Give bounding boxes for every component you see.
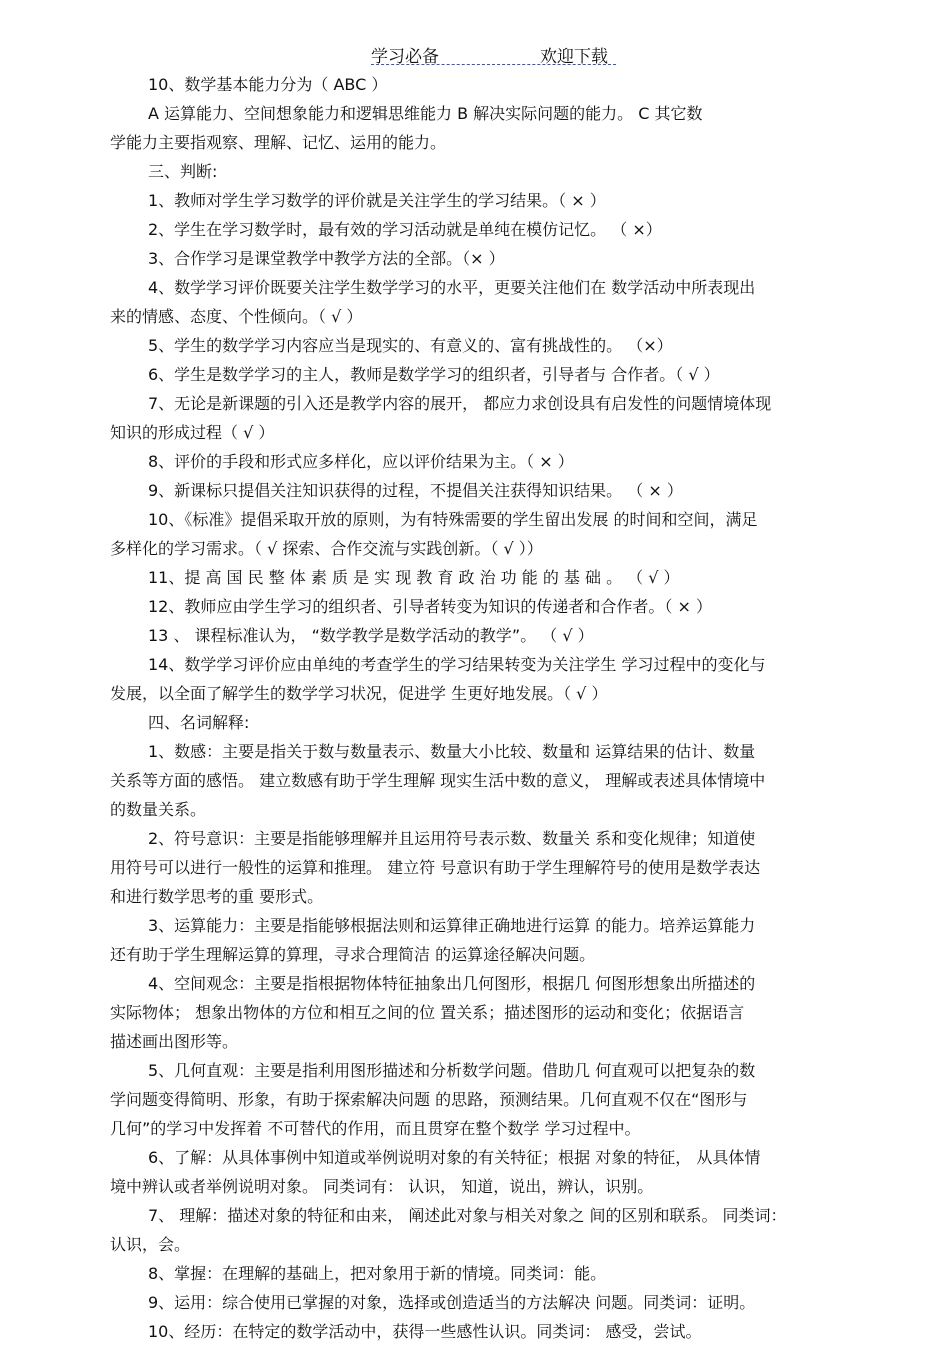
text-line: 三、判断: bbox=[148, 162, 218, 181]
text-line: 6、学生是数学学习的主人，教师是数学学习的组织者，引导者与 合作者。（ √ ） bbox=[148, 365, 720, 384]
text-line: 2、符号意识：主要是指能够理解并且运用符号表示数、数量关 系和变化规律；知道使 bbox=[148, 829, 756, 848]
text-line: 4、空间观念：主要是指根据物体特征抽象出几何图形，根据几 何图形想象出所描述的 bbox=[148, 974, 756, 993]
text-line: 关系等方面的感悟。 建立数感有助于学生理解 现实生活中数的意义， 理解或表述具体情境中 bbox=[110, 771, 766, 790]
text-line: 知识的形成过程（ √ ） bbox=[110, 423, 275, 442]
text-line: 10、《标准》提倡采取开放的原则，为有特殊需要的学生留出发展 的时间和空间，满足 bbox=[148, 510, 758, 529]
text-line: 学能力主要指观察、理解、记忆、运用的能力。 bbox=[110, 133, 447, 152]
text-line: 7、无论是新课题的引入还是教学内容的展开， 都应力求创设具有启发性的问题情境体现 bbox=[148, 394, 772, 413]
text-line: 还有助于学生理解运算的算理，寻求合理简洁 的运算途径解决问题。 bbox=[110, 945, 596, 964]
text-line: A 运算能力、空间想象能力和逻辑思维能力 B 解决实际问题的能力。 C 其它数 bbox=[148, 104, 703, 123]
text-line: 2、学生在学习数学时，最有效的学习活动就是单纯在模仿记忆。 （ ×） bbox=[148, 220, 662, 239]
text-line: 12、教师应由学生学习的组织者、引导者转变为知识的传递者和合作者。（ × ） bbox=[148, 597, 712, 616]
text-line: 描述画出图形等。 bbox=[110, 1032, 239, 1051]
text-line: 6、了解：从具体事例中知道或举例说明对象的有关特征；根据 对象的特征， 从具体情 bbox=[148, 1148, 761, 1167]
header-dashed-rule bbox=[371, 64, 616, 65]
text-line: 8、掌握：在理解的基础上，把对象用于新的情境。同类词：能。 bbox=[148, 1264, 607, 1283]
text-line: 7、 理解：描述对象的特征和由来， 阐述此对象与相关对象之 间的区别和联系。 同类词： bbox=[148, 1206, 787, 1225]
text-line: 3、合作学习是课堂教学中教学方法的全部。（× ） bbox=[148, 249, 505, 268]
text-line: 4、数学学习评价既要关注学生数学学习的水平，更要关注他们在 数学活动中所表现出 bbox=[148, 278, 756, 297]
text-line: 学问题变得简明、形象，有助于探索解决问题 的思路，预测结果。几何直观不仅在“图形与 bbox=[110, 1090, 748, 1109]
text-line: 实际物体； 想象出物体的方位和相互之间的位 置关系；描述图形的运动和变化；依据语言 bbox=[110, 1003, 745, 1022]
header-left-text: 学习必备 bbox=[371, 47, 439, 67]
page-header bbox=[0, 40, 950, 66]
text-line: 9、新课标只提倡关注知识获得的过程，不提倡关注获得知识结果。 （ × ） bbox=[148, 481, 683, 500]
text-line: 13 、 课程标准认为， “数学教学是数学活动的教学”。 （ √ ） bbox=[148, 626, 594, 645]
text-line: 发展，以全面了解学生的数学学习状况，促进学 生更好地发展。（ √ ） bbox=[110, 684, 608, 703]
header-right-text: 欢迎下载 bbox=[540, 47, 608, 67]
text-line: 9、运用：综合使用已掌握的对象，选择或创造适当的方法解决 问题。同类词：证明。 bbox=[148, 1293, 756, 1312]
document-body bbox=[110, 70, 878, 1346]
text-line: 来的情感、态度、个性倾向。（ √ ） bbox=[110, 307, 363, 326]
text-line: 5、学生的数学学习内容应当是现实的、有意义的、富有挑战性的。 （×） bbox=[148, 336, 673, 355]
text-line: 8、评价的手段和形式应多样化，应以评价结果为主。（ × ） bbox=[148, 452, 574, 471]
text-line: 的数量关系。 bbox=[110, 800, 207, 819]
text-line: 和进行数学思考的重 要形式。 bbox=[110, 887, 324, 906]
text-line: 境中辨认或者举例说明对象。 同类词有： 认识， 知道，说出，辨认，识别。 bbox=[110, 1177, 654, 1196]
text-line: 14、数学学习评价应由单纯的考查学生的学习结果转变为关注学生 学习过程中的变化与 bbox=[148, 655, 766, 674]
text-line: 10、数学基本能力分为（ ABC ） bbox=[148, 75, 388, 94]
text-line: 1、数感：主要是指关于数与数量表示、数量大小比较、数量和 运算结果的估计、数量 bbox=[148, 742, 756, 761]
text-line: 认识，会。 bbox=[110, 1235, 191, 1254]
text-line: 用符号可以进行一般性的运算和推理。 建立符 号意识有助于学生理解符号的使用是数学表达 bbox=[110, 858, 761, 877]
text-line: 1、教师对学生学习数学的评价就是关注学生的学习结果。（ × ） bbox=[148, 191, 606, 210]
text-line: 3、运算能力：主要是指能够根据法则和运算律正确地进行运算 的能力。培养运算能力 bbox=[148, 916, 756, 935]
text-line: 5、几何直观：主要是指利用图形描述和分析数学问题。借助几 何直观可以把复杂的数 bbox=[148, 1061, 756, 1080]
text-line: 10、经历：在特定的数学活动中，获得一些感性认识。同类词： 感受，尝试。 bbox=[148, 1322, 702, 1341]
text-line: 11、提 高 国 民 整 体 素 质 是 实 现 教 育 政 治 功 能 的 基 础 。 （ √ ） bbox=[148, 568, 680, 587]
text-line: 四、名词解释: bbox=[148, 713, 250, 732]
text-line: 多样化的学习需求。（ √ 探索、合作交流与实践创新。（ √ ）） bbox=[110, 539, 543, 558]
text-line: 几何”的学习中发挥着 不可替代的作用，而且贯穿在整个数学 学习过程中。 bbox=[110, 1119, 641, 1138]
